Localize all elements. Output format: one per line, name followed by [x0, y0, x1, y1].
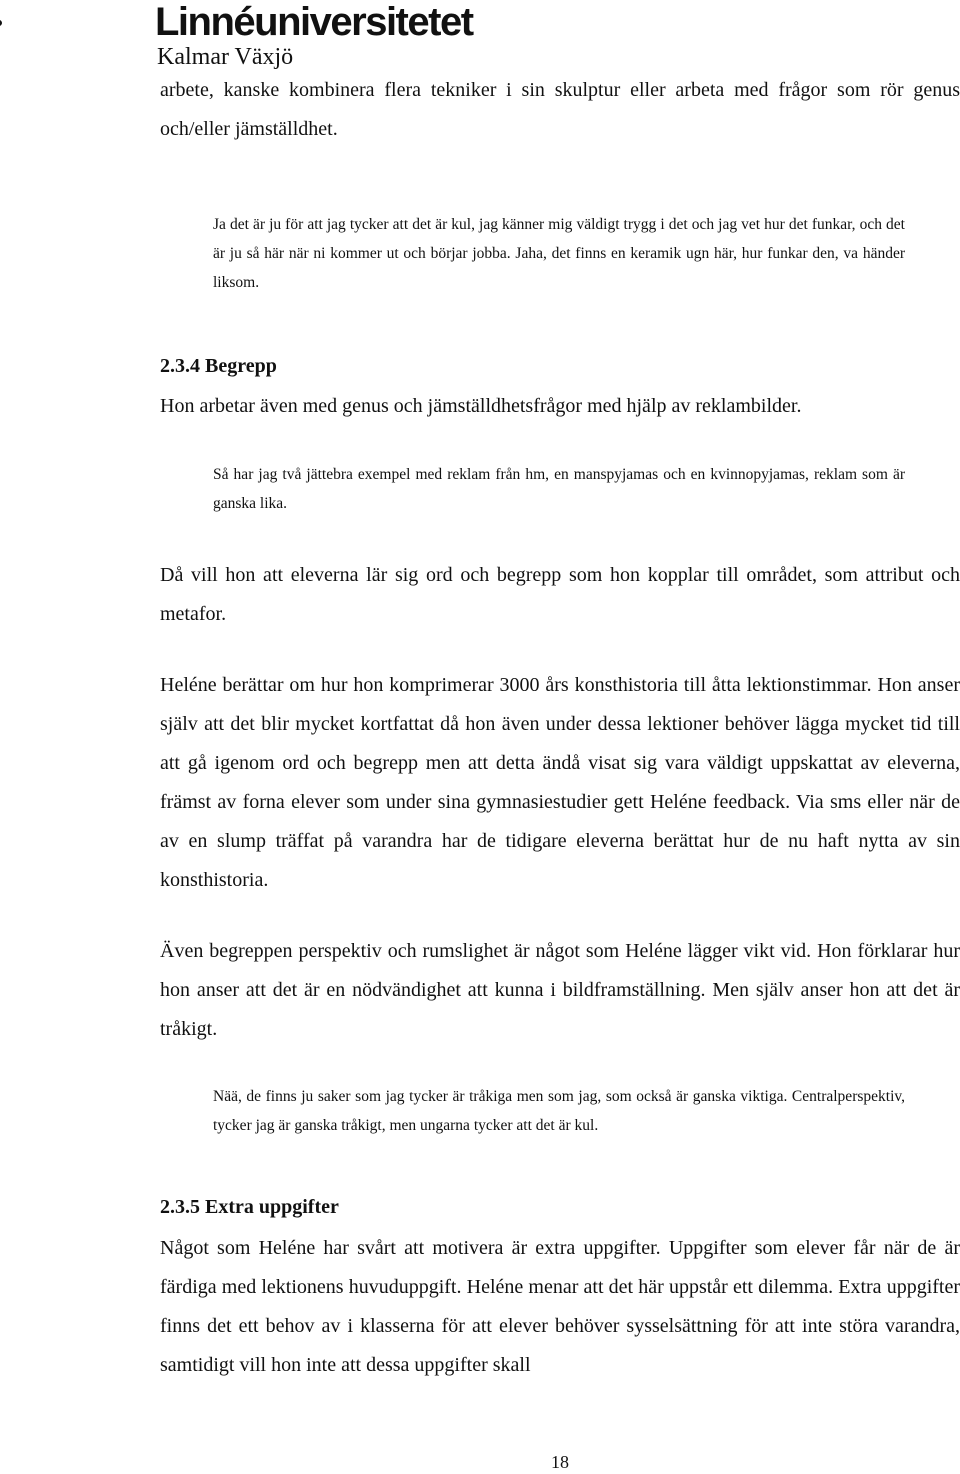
quote-1: Ja det är ju för att jag tycker att det är kul, jag känner mig väldigt trygg i det och jag vet hur det funkar, och det är ju så här när ni kommer ut och börjar jobba. Jaha, det finns en keramik ugn här, hur funkar den, va händer liksom.	[213, 216, 905, 291]
section-heading-2-3-5: 2.3.5 Extra uppgifter	[160, 1196, 339, 1218]
paragraph-2: Hon arbetar även med genus och jämställdhetsfrågor med hjälp av reklambilder.	[160, 395, 802, 417]
quote-2: Så har jag två jättebra exempel med reklam från hm, en manspyjamas och en kvinnopyjamas, reklam som är ganska lika.	[213, 466, 905, 512]
section-heading-2-3-4: 2.3.4 Begrepp	[160, 355, 277, 377]
paragraph-4: Heléne berättar om hur hon komprimerar 3000 års konsthistoria till åtta lektionstimmar. Hon anser själv att det blir mycket kortfattat då hon även under dessa lektioner behöver lägga mycket tid till att gå igenom ord och begrepp men att detta ändå visat sig vara väldigt uppskattat av eleverna, främst av forna elever som under sina gymnasiestudier gett Heléne feedback. Via sms eller när de av en slump träffat på varandra har de tidigare eleverna berättat hur de nu haft nytta av sin konsthistoria.	[160, 674, 960, 891]
paragraph-3: Då vill hon att eleverna lär sig ord och begrepp som hon kopplar till området, som attribut och metafor.	[160, 564, 960, 625]
page-number: 18	[551, 1452, 569, 1472]
paragraph-6: Något som Heléne har svårt att motivera är extra uppgifter. Uppgifter som elever får när de är färdiga med lektionens huvuduppgift. Heléne menar att det här uppstår ett dilemma. Extra uppgifter finns det ett behov av i klasserna för att elever behöver sysselsättning för att inte störa varandra, samtidigt vill hon inte att dessa uppgifter skall	[160, 1237, 960, 1376]
logo-mark	[0, 20, 2, 26]
paragraph-5: Även begreppen perspektiv och rumslighet är något som Heléne lägger vikt vid. Hon förklarar hur hon anser att det är en nödvändighet att kunna i bildframställning. Men själv anser hon att det är tråkigt.	[160, 940, 960, 1040]
quote-3: Nää, de finns ju saker som jag tycker är tråkiga men som jag, som också är ganska viktiga. Centralperspektiv, tycker jag är ganska tråkigt, men ungarna tycker att det är kul.	[213, 1088, 905, 1134]
university-logo-title: Linnéuniversitetet	[155, 0, 473, 44]
paragraph-1: arbete, kanske kombinera flera tekniker i sin skulptur eller arbeta med frågor som rör genus och/eller jämställdhet.	[160, 79, 960, 140]
university-logo-subtitle: Kalmar Växjö	[157, 44, 294, 70]
